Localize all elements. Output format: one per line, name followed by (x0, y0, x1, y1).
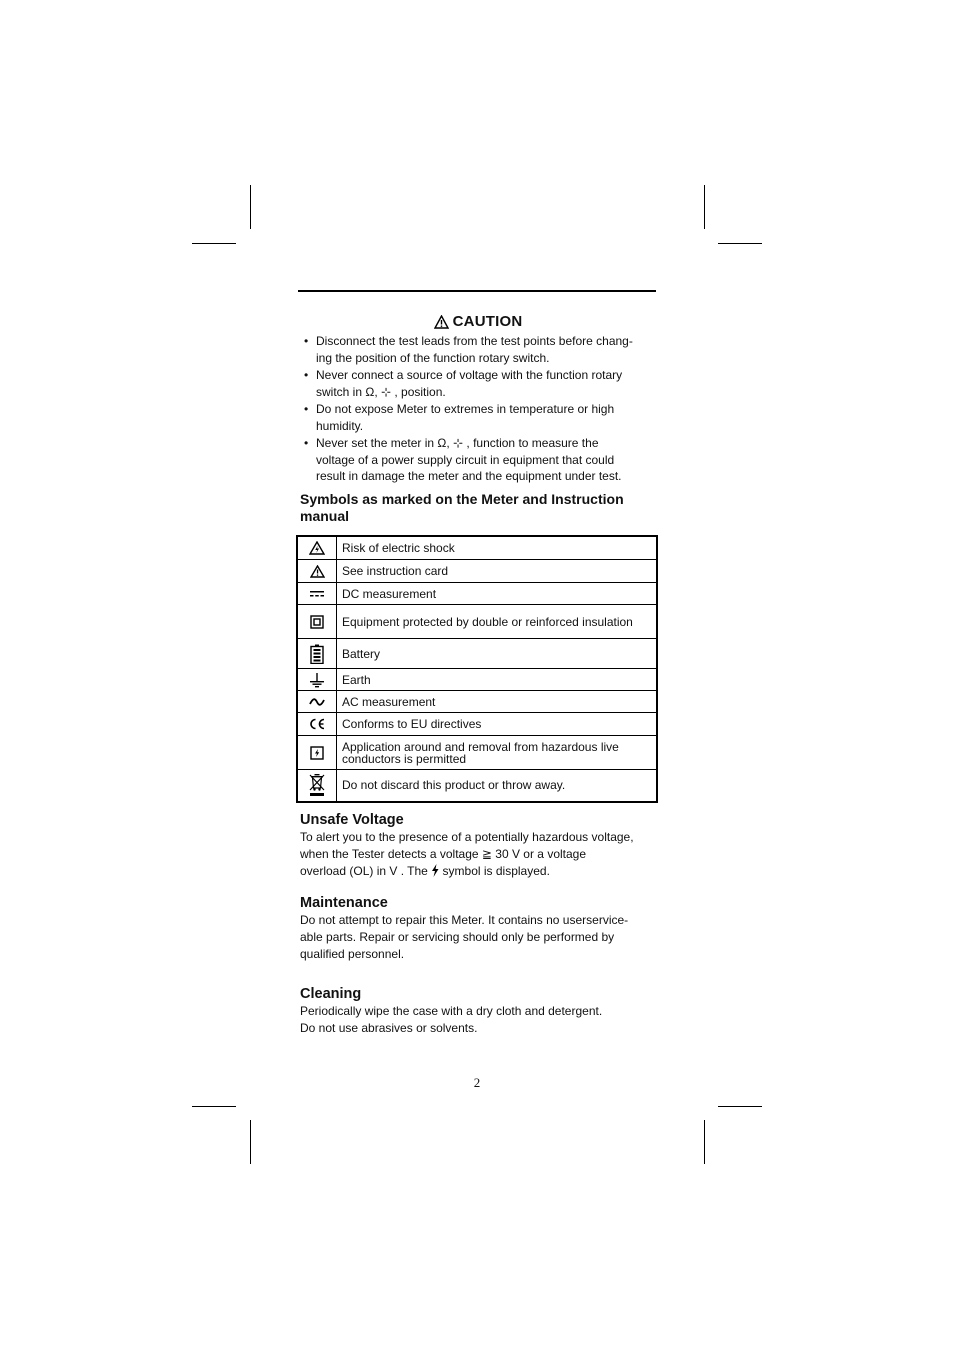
top-rule (298, 290, 656, 292)
symbols-heading: Symbols as marked on the Meter and Instruction manual (300, 490, 624, 524)
crop-mark (718, 1106, 762, 1107)
page-content (298, 290, 658, 1037)
table-row: Equipment protected by double or reinforced insulation (297, 605, 657, 639)
unsafe-voltage-heading: Unsafe Voltage (300, 811, 404, 828)
earth-icon (309, 672, 325, 688)
table-row: Conforms to EU directives (297, 713, 657, 736)
electric-shock-icon (309, 541, 325, 555)
list-item: • Never set the meter in Ω, ⊹ , function to measure the voltage of a power supply circuit in equipment that could result in damage the meter and the equipment under test. (304, 436, 622, 483)
maintenance-heading: Maintenance (300, 894, 388, 911)
symbols-table (296, 535, 658, 803)
list-item: • Disconnect the test leads from the test points before chang- ing the position of the function rotary switch. (304, 334, 633, 365)
table-row: Do not discard this product or throw away. (297, 770, 657, 802)
table-row: DC measurement (297, 583, 657, 605)
crop-mark (704, 185, 705, 229)
list-item: • Do not expose Meter to extremes in temperature or high humidity. (304, 402, 615, 433)
list-item: • Never connect a source of voltage with the function rotary switch in Ω, ⊹ , position. (304, 368, 623, 399)
warning-icon (434, 315, 449, 329)
caution-title-text: CAUTION (452, 313, 523, 330)
crop-mark (718, 243, 762, 244)
crop-mark (250, 1120, 251, 1164)
caution-title (298, 313, 658, 330)
table-row: Application around and removal from hazardous live conductors is permitted (297, 736, 657, 770)
table-row: Risk of electric shock (297, 536, 657, 560)
cleaning-text: Periodically wipe the case with a dry cloth and detergent. Do not use abrasives or solvents. (300, 1003, 603, 1035)
weee-bin-icon (308, 773, 326, 797)
crop-mark (704, 1120, 705, 1164)
crop-mark (192, 1106, 236, 1107)
table-row: Battery (297, 639, 657, 669)
lightning-icon (431, 864, 439, 877)
table-row: Earth (297, 669, 657, 691)
live-conductor-icon (310, 746, 324, 760)
ce-icon (308, 718, 326, 730)
caution-list (298, 333, 658, 485)
battery-icon (310, 644, 324, 664)
page-number: 2 (473, 1075, 481, 1090)
maintenance-text: Do not attempt to repair this Meter. It contains no userservice- able parts. Repair or servicing should only be performed by qualified personnel. (300, 912, 629, 961)
double-insulation-icon (310, 615, 324, 629)
warning-icon (310, 565, 325, 578)
unsafe-voltage-text: To alert you to the presence of a potentially hazardous voltage, when the Tester detects a voltage ≧ 30 V or a voltage overload (OL) in V . The symbol is displayed. (300, 829, 634, 878)
crop-mark (250, 185, 251, 229)
crop-mark (192, 243, 236, 244)
ac-icon (309, 697, 325, 707)
cleaning-heading: Cleaning (300, 985, 362, 1002)
table-row: See instruction card (297, 560, 657, 583)
table-row: AC measurement (297, 691, 657, 713)
dc-icon (309, 590, 325, 598)
